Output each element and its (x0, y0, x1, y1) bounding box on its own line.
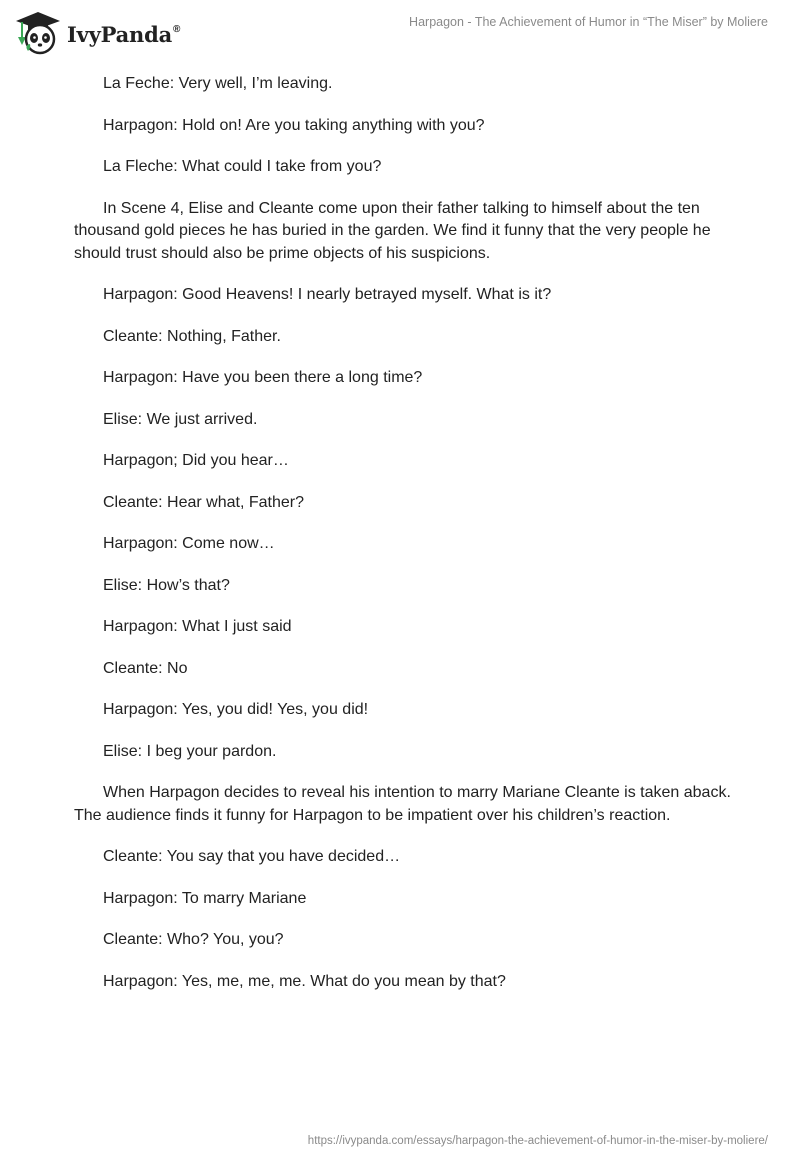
logo-wordmark (67, 22, 180, 47)
paragraph: Harpagon: To marry Mariane (103, 889, 307, 907)
paragraph: Harpagon; Did you hear… (103, 452, 289, 469)
paragraph: Cleante: Hear what, Father? (103, 493, 304, 511)
paragraph: When Harpagon decides to reveal his intention to marry Mariane Cleante is taken aback. The audience finds it funny for Harpagon to be impatient over his children’s reaction. (74, 784, 731, 824)
paragraph: Harpagon: Yes, me, me, me. What do you mean by that? (103, 972, 506, 990)
paragraph: Elise: How’s that? (103, 576, 230, 594)
paragraph: In Scene 4, Elise and Cleante come upon their father talking to himself about the ten thousand gold pieces he has buried in the garden. We find it funny that the very people he should trust should also be prime objects of his suspicions. (74, 199, 711, 262)
logo-text: IvyPanda (67, 21, 173, 47)
essay-body (74, 73, 734, 1012)
page-header (0, 0, 800, 60)
paragraph: Cleante: Nothing, Father. (103, 327, 281, 345)
document-title: Harpagon - The Achievement of Humor in “The Miser” by Moliere (409, 15, 768, 29)
paragraph: Elise: I beg your pardon. (103, 742, 277, 760)
paragraph: Harpagon: What I just said (103, 618, 292, 635)
paragraph: La Feche: Very well, I’m leaving. (103, 75, 333, 92)
paragraph: Harpagon: Come now… (103, 535, 275, 552)
source-url[interactable]: https://ivypanda.com/essays/harpagon-the-achievement-of-humor-in-the-miser-by-moliere/ (307, 1135, 768, 1147)
registered-mark: ® (173, 23, 181, 35)
paragraph: Harpagon: Yes, you did! Yes, you did! (103, 701, 369, 718)
panda-graduation-cap-icon (14, 11, 62, 55)
paragraph: Elise: We just arrived. (103, 410, 258, 428)
paragraph: Harpagon: Have you been there a long time? (103, 369, 423, 386)
paragraph: Cleante: Who? You, you? (103, 931, 284, 948)
paragraph: La Fleche: What could I take from you? (103, 158, 382, 175)
ivypanda-logo[interactable] (14, 8, 180, 58)
paragraph: Harpagon: Hold on! Are you taking anything with you? (103, 116, 485, 134)
paragraph: Cleante: No (103, 659, 188, 677)
paragraph: Harpagon: Good Heavens! I nearly betrayed myself. What is it? (103, 286, 552, 303)
paragraph: Cleante: You say that you have decided… (103, 848, 401, 865)
